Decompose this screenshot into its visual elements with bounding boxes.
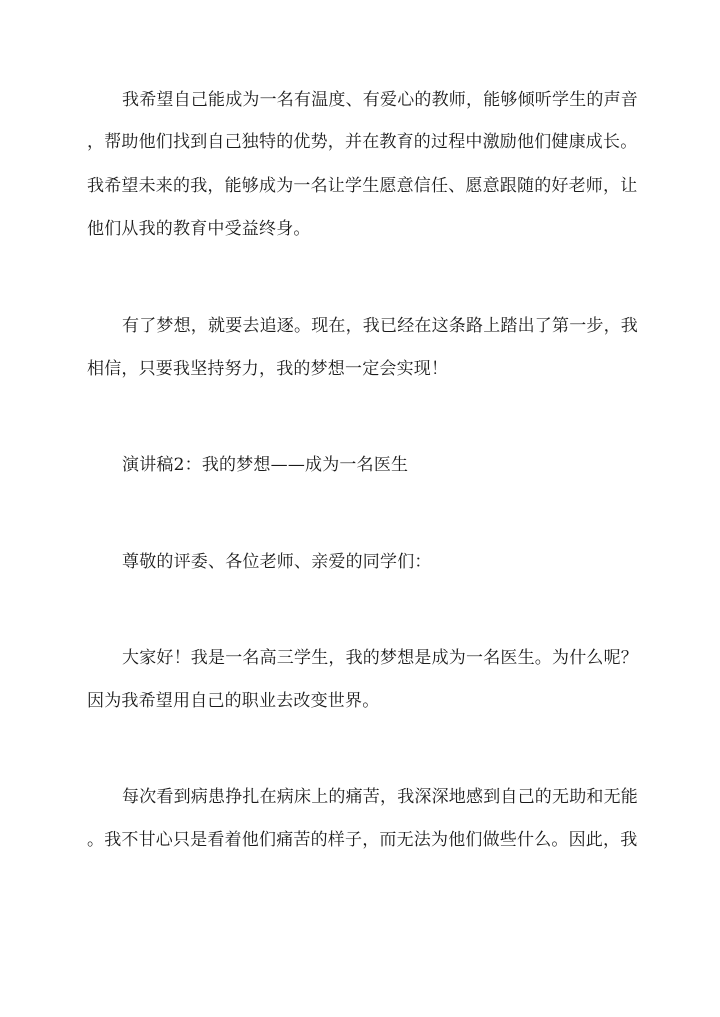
paragraph-line: 大家好！我是一名高三学生，我的梦想是成为一名医生。为什么呢？ <box>122 648 638 668</box>
paragraph-line: 我希望自己能成为一名有温度、有爱心的教师，能够倾听学生的声音 <box>122 90 638 110</box>
paragraph-line: 因为我希望用自己的职业去改变世界。 <box>87 691 380 711</box>
speech-title-line: 演讲稿2：我的梦想——成为一名医生 <box>122 455 409 475</box>
paragraph-line: 相信，只要我坚持努力，我的梦想一定会实现！ <box>87 359 449 379</box>
paragraph-line: 。我不甘心只是看着他们痛苦的样子，而无法为他们做些什么。因此，我 <box>87 830 638 850</box>
paragraph-line: 我希望未来的我，能够成为一名让学生愿意信任、愿意跟随的好老师，让 <box>87 176 638 196</box>
paragraph-line: 每次看到病患挣扎在病床上的痛苦，我深深地感到自己的无助和无能 <box>122 787 638 807</box>
salutation-line: 尊敬的评委、各位老师、亲爱的同学们： <box>122 552 432 572</box>
paragraph-line: 他们从我的教育中受益终身。 <box>87 219 311 239</box>
paragraph-line: ，帮助他们找到自己独特的优势，并在教育的过程中激励他们健康成长。 <box>87 132 638 152</box>
paragraph-line: 有了梦想，就要去追逐。现在，我已经在这条路上踏出了第一步，我 <box>122 316 638 336</box>
